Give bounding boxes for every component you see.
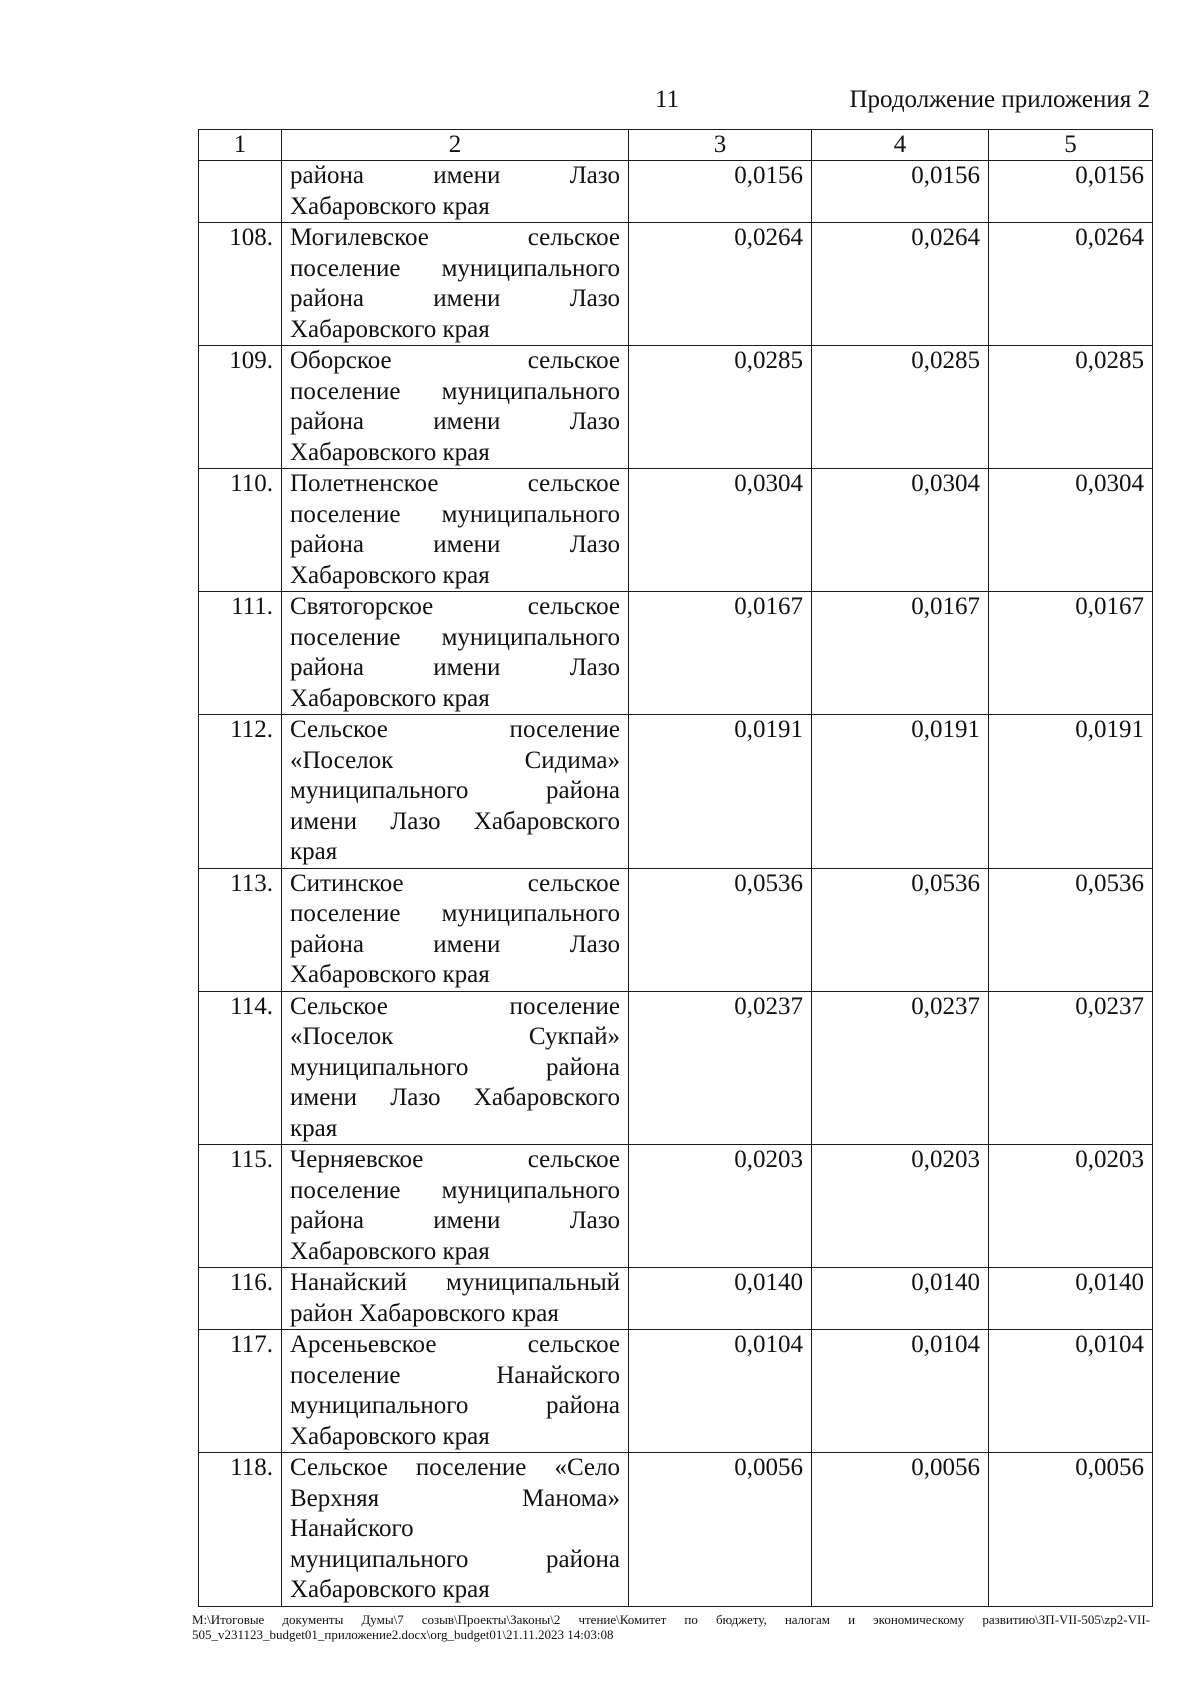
municipality-name (282, 715, 629, 869)
name-line: муниципального района (290, 1545, 620, 1573)
column-header: 2 (282, 130, 629, 161)
name-line: Оборское сельское (290, 347, 620, 374)
row-number: 116. (199, 1268, 282, 1330)
name-line: Хабаровского края (290, 438, 490, 466)
municipality-name (282, 868, 629, 991)
name-line: Нанайского (290, 1515, 414, 1542)
name-line: Хабаровского края (290, 961, 490, 988)
municipality-name (282, 346, 629, 469)
name-line: поселение Нанайского (290, 1361, 620, 1389)
name-line: Хабаровского края (290, 561, 490, 589)
value-col-5: 0,0056 (989, 1453, 1153, 1607)
name-line: района имени Лазо (290, 531, 620, 558)
value-col-5: 0,0104 (989, 1330, 1153, 1453)
table-row (199, 346, 1153, 469)
name-line: муниципального района (290, 1392, 620, 1419)
name-line: района имени Лазо (290, 930, 620, 958)
value-col-3: 0,0237 (629, 991, 812, 1145)
name-line: района имени Лазо (290, 162, 620, 189)
table-row (199, 592, 1153, 715)
value-col-5: 0,0237 (989, 991, 1153, 1145)
municipality-name (282, 991, 629, 1145)
value-col-5: 0,0191 (989, 715, 1153, 869)
continuation-label: Продолжение приложения 2 (849, 86, 1150, 113)
value-col-5: 0,0264 (989, 223, 1153, 346)
file-path-footer: M:\Итоговые документы Думы\7 созыв\Проекты\Законы\2 чтение\Комитет по бюджету, налогам и экономическому развитию\ЗП-VII-505\zp2-VII-505_v231123_budget01_приложение2.docx\org_budget01\21.11.2023 14:03:08 (192, 1612, 1150, 1642)
name-line: Хабаровского края (290, 1576, 490, 1603)
value-col-4: 0,0056 (812, 1453, 989, 1607)
column-header: 3 (629, 130, 812, 161)
municipality-name (282, 469, 629, 592)
row-number: 109. (199, 346, 282, 469)
value-col-3: 0,0191 (629, 715, 812, 869)
name-line: Святогорское сельское (290, 593, 620, 620)
value-col-3: 0,0203 (629, 1145, 812, 1268)
budget-table (198, 129, 1153, 1607)
municipality-name (282, 1145, 629, 1268)
value-col-3: 0,0167 (629, 592, 812, 715)
row-number: 108. (199, 223, 282, 346)
name-line: муниципального района (290, 1053, 620, 1081)
table-header-row (199, 130, 1153, 161)
row-number: 117. (199, 1330, 282, 1453)
value-col-3: 0,0264 (629, 223, 812, 346)
value-col-3: 0,0056 (629, 1453, 812, 1607)
name-line: Хабаровского края (290, 684, 490, 712)
name-line: поселение муниципального (290, 377, 620, 405)
name-line: имени Лазо Хабаровского (290, 807, 620, 835)
value-col-3: 0,0285 (629, 346, 812, 469)
name-line: Полетненское сельское (290, 470, 620, 497)
name-line: Хабаровского края (290, 1422, 490, 1450)
value-col-5: 0,0140 (989, 1268, 1153, 1330)
value-col-4: 0,0104 (812, 1330, 989, 1453)
table-row (199, 1453, 1153, 1607)
name-line: района имени Лазо (290, 1207, 620, 1234)
municipality-name (282, 223, 629, 346)
row-number: 118. (199, 1453, 282, 1607)
value-col-5: 0,0167 (989, 592, 1153, 715)
municipality-name (282, 1330, 629, 1453)
row-number: 115. (199, 1145, 282, 1268)
value-col-4: 0,0191 (812, 715, 989, 869)
name-line: «Поселок Сидима» (290, 746, 620, 774)
table-row (199, 715, 1153, 869)
name-line: поселение муниципального (290, 623, 620, 651)
table-row (199, 223, 1153, 346)
value-col-4: 0,0304 (812, 469, 989, 592)
value-col-4: 0,0140 (812, 1268, 989, 1330)
value-col-4: 0,0264 (812, 223, 989, 346)
name-line: район Хабаровского края (290, 1299, 559, 1327)
name-line: Сельское поселение (290, 716, 620, 743)
value-col-5: 0,0285 (989, 346, 1153, 469)
name-line: Хабаровского края (290, 1237, 490, 1265)
table-body (199, 161, 1153, 1607)
table-row (199, 991, 1153, 1145)
value-col-4: 0,0203 (812, 1145, 989, 1268)
table-row (199, 868, 1153, 991)
name-line: края (290, 838, 338, 865)
municipality-name (282, 161, 629, 223)
name-line: Сельское поселение (290, 992, 620, 1020)
row-number: 110. (199, 469, 282, 592)
name-line: Арсеньевское сельское (290, 1331, 620, 1358)
name-line: муниципального района (290, 777, 620, 804)
name-line: Могилевское сельское (290, 224, 620, 251)
row-number: 114. (199, 991, 282, 1145)
municipality-name (282, 1268, 629, 1330)
value-col-5: 0,0203 (989, 1145, 1153, 1268)
column-header: 4 (812, 130, 989, 161)
table-row (199, 469, 1153, 592)
row-number: 111. (199, 592, 282, 715)
municipality-name (282, 592, 629, 715)
value-col-3: 0,0140 (629, 1268, 812, 1330)
value-col-4: 0,0156 (812, 161, 989, 223)
value-col-3: 0,0304 (629, 469, 812, 592)
name-line: поселение муниципального (290, 254, 620, 282)
value-col-4: 0,0536 (812, 868, 989, 991)
value-col-3: 0,0156 (629, 161, 812, 223)
name-line: имени Лазо Хабаровского (290, 1084, 620, 1111)
value-col-3: 0,0536 (629, 868, 812, 991)
value-col-3: 0,0104 (629, 1330, 812, 1453)
name-line: Верхняя Манома» (290, 1484, 620, 1512)
name-line: Хабаровского края (290, 315, 490, 343)
name-line: района имени Лазо (290, 654, 620, 681)
name-line: Сельское поселение «Село (290, 1454, 620, 1481)
table-row (199, 1145, 1153, 1268)
value-col-4: 0,0167 (812, 592, 989, 715)
name-line: Ситинское сельское (290, 869, 620, 897)
value-col-4: 0,0237 (812, 991, 989, 1145)
value-col-5: 0,0536 (989, 868, 1153, 991)
column-header: 1 (199, 130, 282, 161)
name-line: поселение муниципального (290, 500, 620, 528)
name-line: «Поселок Сукпай» (290, 1023, 620, 1050)
table-row (199, 1268, 1153, 1330)
name-line: Хабаровского края (290, 192, 490, 220)
value-col-4: 0,0285 (812, 346, 989, 469)
name-line: Черняевское сельское (290, 1146, 620, 1173)
column-header: 5 (989, 130, 1153, 161)
row-number: 112. (199, 715, 282, 869)
name-line: края (290, 1114, 338, 1142)
municipality-name (282, 1453, 629, 1607)
value-col-5: 0,0304 (989, 469, 1153, 592)
name-line: поселение муниципального (290, 1176, 620, 1204)
name-line: Нанайский муниципальный (290, 1269, 620, 1296)
name-line: поселение муниципального (290, 900, 620, 927)
page-number: 11 (655, 86, 680, 113)
value-col-5: 0,0156 (989, 161, 1153, 223)
row-number (199, 161, 282, 223)
name-line: района имени Лазо (290, 408, 620, 435)
table-row (199, 1330, 1153, 1453)
name-line: района имени Лазо (290, 285, 620, 312)
table-row (199, 161, 1153, 223)
row-number: 113. (199, 868, 282, 991)
